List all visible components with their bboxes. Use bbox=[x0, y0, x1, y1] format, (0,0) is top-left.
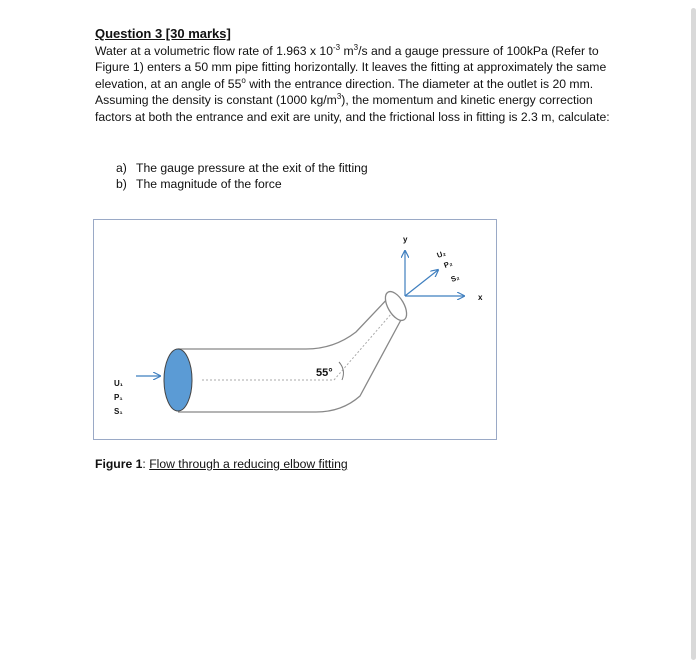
body-text-5: ), the momentum and kinetic energy correction factors at both the entrance and exit are unity, and the frictional loss in fitting is 2.3 m, calculate: bbox=[95, 93, 610, 124]
angle-arc bbox=[339, 362, 343, 380]
body-exponent-3: 3 bbox=[336, 92, 342, 102]
inlet-pressure-label: P₁ bbox=[114, 393, 123, 402]
task-item-a bbox=[116, 160, 368, 176]
angle-label: 55° bbox=[316, 367, 333, 379]
x-axis-label: x bbox=[478, 293, 483, 302]
figure-caption bbox=[95, 457, 348, 471]
body-text-4: with the entrance direction. The diameter at the outlet is 20 mm. Assuming the density is constant (1000 kg/m bbox=[95, 76, 594, 108]
task-text: The magnitude of the force bbox=[136, 177, 282, 192]
question-title: Question 3 [30 marks] bbox=[95, 26, 231, 41]
inlet-opening bbox=[164, 349, 192, 411]
elbow-fitting-diagram bbox=[94, 220, 498, 441]
caption-label: Figure 1 bbox=[95, 457, 143, 471]
caption-separator: : bbox=[142, 457, 150, 471]
inlet-velocity-label: U₁ bbox=[114, 379, 124, 388]
task-item-b bbox=[116, 176, 368, 192]
vertical-scrollbar[interactable] bbox=[691, 8, 696, 660]
figure-frame bbox=[93, 219, 497, 440]
body-text-2: m bbox=[340, 44, 354, 58]
y-axis-label: y bbox=[403, 235, 408, 244]
inlet-section-label: S₁ bbox=[114, 407, 123, 416]
body-text-1: Water at a volumetric flow rate of 1.963 x 10 bbox=[95, 44, 333, 58]
body-exponent-2: 3 bbox=[353, 42, 359, 52]
body-exponent-1: -3 bbox=[333, 42, 341, 52]
outlet-velocity-label: U₂ bbox=[435, 248, 447, 260]
outlet-opening bbox=[381, 288, 411, 324]
task-list bbox=[116, 160, 368, 193]
body-text-3: /s and a gauge pressure of 100kPa (Refer to Figure 1) enters a 50 mm pipe fitting horizontally. It leaves the fitting at approximately the same elevation, at an angle of 55 bbox=[95, 44, 607, 91]
outlet-pressure-label: P₂ bbox=[442, 258, 454, 270]
pipe-top-wall bbox=[178, 294, 392, 349]
task-marker: a) bbox=[116, 161, 127, 175]
body-degree: o bbox=[241, 75, 246, 85]
outlet-flow-arrow bbox=[405, 270, 438, 296]
task-marker: b) bbox=[116, 177, 127, 192]
task-text: The gauge pressure at the exit of the fitting bbox=[136, 161, 368, 175]
caption-text: Flow through a reducing elbow fitting bbox=[149, 457, 348, 471]
outlet-section-label: S₂ bbox=[449, 272, 461, 284]
question-body bbox=[95, 43, 615, 125]
pipe-bottom-wall bbox=[178, 318, 402, 412]
